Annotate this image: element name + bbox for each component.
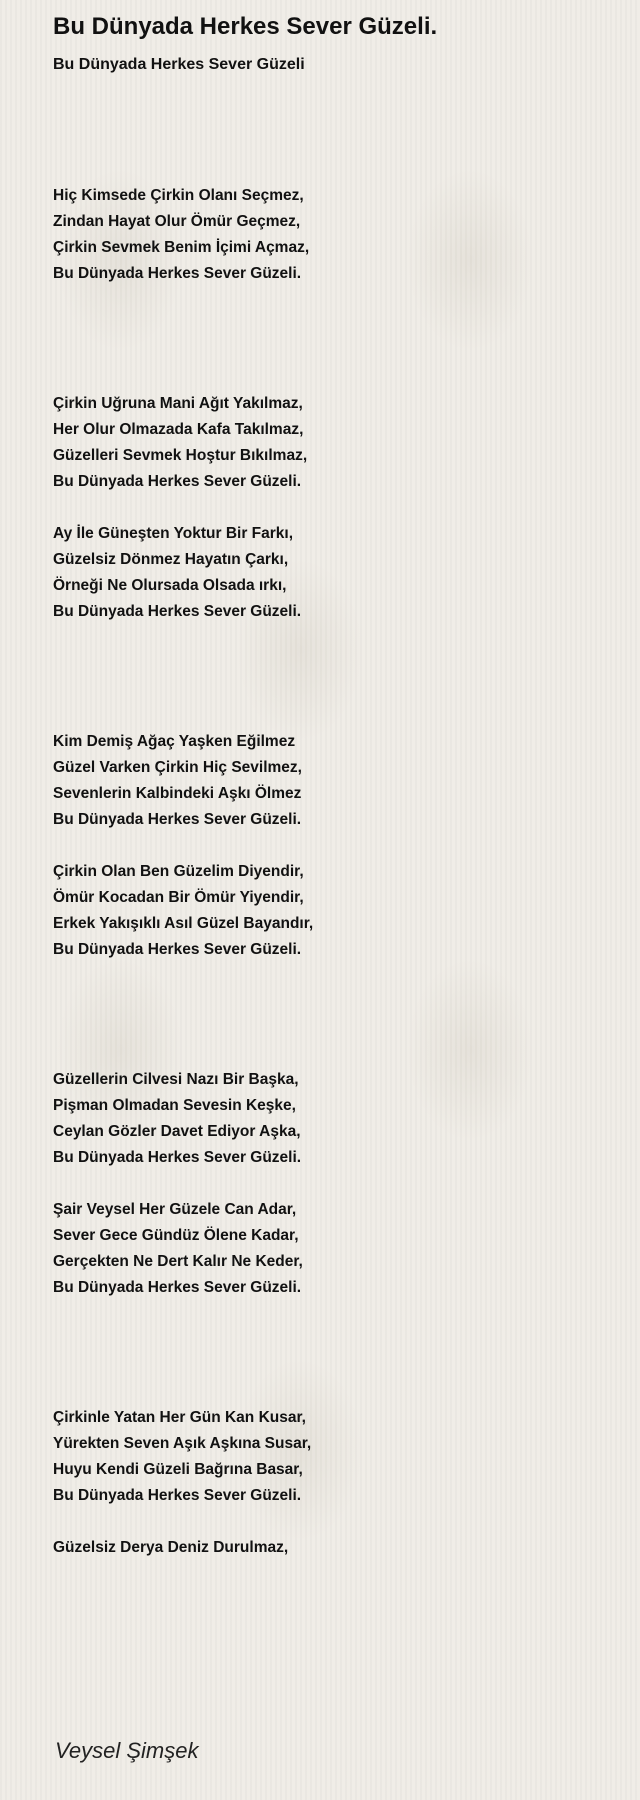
poem-line: Çirkin Sevmek Benim İçimi Açmaz, bbox=[53, 239, 310, 256]
poem-line: Sever Gece Gündüz Ölene Kadar, bbox=[53, 1227, 299, 1244]
poem-line: Çirkinle Yatan Her Gün Kan Kusar, bbox=[53, 1409, 306, 1426]
poem-line: Güzelsiz Dönmez Hayatın Çarkı, bbox=[53, 551, 289, 568]
poem-line: Bu Dünyada Herkes Sever Güzeli. bbox=[53, 941, 302, 958]
poem-line: Her Olur Olmazada Kafa Takılmaz, bbox=[53, 421, 304, 438]
stanza-6 bbox=[53, 1067, 613, 1171]
poem-line: Bu Dünyada Herkes Sever Güzeli. bbox=[53, 811, 302, 828]
poem-line: Bu Dünyada Herkes Sever Güzeli. bbox=[53, 1149, 302, 1166]
poem-line: Yürekten Seven Aşık Aşkına Susar, bbox=[53, 1435, 312, 1452]
stanza-4 bbox=[53, 729, 613, 833]
poem-line: Hiç Kimsede Çirkin Olanı Seçmez, bbox=[53, 187, 304, 204]
stanza-8 bbox=[53, 1405, 613, 1509]
poem-line: Sevenlerin Kalbindeki Aşkı Ölmez bbox=[53, 785, 302, 802]
poem-line: Zindan Hayat Olur Ömür Geçmez, bbox=[53, 213, 301, 230]
poem-line: Güzel Varken Çirkin Hiç Sevilmez, bbox=[53, 759, 302, 776]
stanza-1 bbox=[53, 183, 613, 287]
poem-line: Örneği Ne Olursada Olsada ırkı, bbox=[53, 577, 287, 594]
poem-line: Huyu Kendi Güzeli Bağrına Basar, bbox=[53, 1461, 303, 1478]
poem-line: Gerçekten Ne Dert Kalır Ne Keder, bbox=[53, 1253, 303, 1270]
poem-line: Ceylan Gözler Davet Ediyor Aşka, bbox=[53, 1123, 301, 1140]
poem-line: Bu Dünyada Herkes Sever Güzeli. bbox=[53, 1279, 302, 1296]
poem-line: Şair Veysel Her Güzele Can Adar, bbox=[53, 1201, 297, 1218]
author-name: Veysel Şimşek bbox=[55, 1738, 199, 1763]
poem-line: Ay İle Güneşten Yoktur Bir Farkı, bbox=[53, 525, 294, 542]
poem-line: Bu Dünyada Herkes Sever Güzeli. bbox=[53, 473, 302, 490]
poem-line: Bu Dünyada Herkes Sever Güzeli. bbox=[53, 1487, 302, 1504]
poem-line: Çirkin Olan Ben Güzelim Diyendir, bbox=[53, 863, 304, 880]
poem-line: Bu Dünyada Herkes Sever Güzeli. bbox=[53, 603, 302, 620]
poem-line: Pişman Olmadan Sevesin Keşke, bbox=[53, 1097, 296, 1114]
poem-subtitle: Bu Dünyada Herkes Sever Güzeli bbox=[53, 56, 305, 73]
poem-line: Erkek Yakışıklı Asıl Güzel Bayandır, bbox=[53, 915, 314, 932]
poem-line: Kim Demiş Ağaç Yaşken Eğilmez bbox=[53, 733, 296, 750]
stanza-3 bbox=[53, 521, 613, 625]
stanza-9 bbox=[53, 1535, 613, 1561]
poem-line: Güzelsiz Derya Deniz Durulmaz, bbox=[53, 1539, 289, 1556]
poem-title: Bu Dünyada Herkes Sever Güzeli. bbox=[53, 13, 438, 40]
stanza-5 bbox=[53, 859, 613, 963]
stanza-7 bbox=[53, 1197, 613, 1301]
poem-line: Güzelleri Sevmek Hoştur Bıkılmaz, bbox=[53, 447, 308, 464]
stanza-2 bbox=[53, 391, 613, 495]
poem-line: Çirkin Uğruna Mani Ağıt Yakılmaz, bbox=[53, 395, 303, 412]
poem-line: Ömür Kocadan Bir Ömür Yiyendir, bbox=[53, 889, 304, 906]
poem-line: Bu Dünyada Herkes Sever Güzeli. bbox=[53, 265, 302, 282]
poem-body bbox=[53, 183, 613, 1587]
poem-line: Güzellerin Cilvesi Nazı Bir Başka, bbox=[53, 1071, 299, 1088]
